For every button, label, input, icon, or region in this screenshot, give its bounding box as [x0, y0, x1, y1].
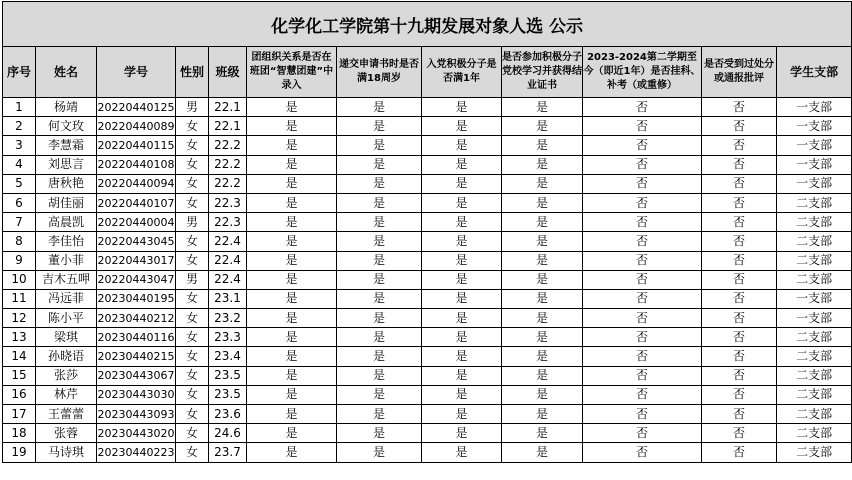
cell-age-18[interactable]: 是	[337, 366, 422, 385]
cell-index[interactable]: 19	[3, 443, 36, 462]
cell-gender[interactable]: 女	[176, 424, 209, 443]
cell-failed-courses[interactable]: 否	[583, 424, 702, 443]
cell-failed-courses[interactable]: 否	[583, 328, 702, 347]
cell-class[interactable]: 23.3	[209, 328, 247, 347]
header-cell-discipline[interactable]: 是否受到过处分或通报批评	[702, 47, 777, 98]
table-row	[3, 98, 852, 117]
table-row	[3, 136, 852, 155]
cell-student-id[interactable]: 20220440089	[97, 117, 176, 136]
cell-index[interactable]: 15	[3, 366, 36, 385]
cell-failed-courses[interactable]: 否	[583, 136, 702, 155]
cell-age-18[interactable]: 是	[337, 98, 422, 117]
cell-failed-courses[interactable]: 否	[583, 213, 702, 232]
cell-student-id[interactable]: 20220443045	[97, 232, 176, 251]
table-row	[3, 328, 852, 347]
cell-branch[interactable]: 二支部	[777, 443, 852, 462]
cell-student-id[interactable]: 20230440116	[97, 328, 176, 347]
cell-league-record[interactable]: 是	[247, 98, 337, 117]
header-row	[3, 47, 852, 98]
cell-class[interactable]: 22.2	[209, 136, 247, 155]
cell-failed-courses[interactable]: 否	[583, 366, 702, 385]
cell-branch[interactable]: 二支部	[777, 405, 852, 424]
cell-class[interactable]: 22.2	[209, 155, 247, 174]
cell-discipline[interactable]: 否	[702, 174, 777, 193]
cell-failed-courses[interactable]: 否	[583, 155, 702, 174]
page-title[interactable]: 化学化工学院第十九期发展对象人选 公示	[3, 2, 852, 47]
table-row	[3, 193, 852, 212]
cell-activist-1yr[interactable]: 是	[422, 174, 502, 193]
cell-failed-courses[interactable]: 否	[583, 405, 702, 424]
cell-index[interactable]: 10	[3, 270, 36, 289]
cell-name[interactable]: 冯远菲	[36, 289, 97, 308]
cell-activist-1yr[interactable]: 是	[422, 98, 502, 117]
cell-gender[interactable]: 女	[176, 232, 209, 251]
cell-name[interactable]: 杨靖	[36, 98, 97, 117]
cell-league-record[interactable]: 是	[247, 385, 337, 404]
cell-class[interactable]: 22.3	[209, 193, 247, 212]
cell-student-id[interactable]: 20230443030	[97, 385, 176, 404]
cell-discipline[interactable]: 否	[702, 424, 777, 443]
cell-party-school[interactable]: 是	[502, 270, 583, 289]
cell-index[interactable]: 3	[3, 136, 36, 155]
cell-student-id[interactable]: 20230440195	[97, 289, 176, 308]
cell-branch[interactable]: 二支部	[777, 347, 852, 366]
header-cell-age-18[interactable]: 递交申请书时是否满18周岁	[337, 47, 422, 98]
cell-gender[interactable]: 女	[176, 347, 209, 366]
cell-party-school[interactable]: 是	[502, 366, 583, 385]
cell-class[interactable]: 22.4	[209, 270, 247, 289]
cell-gender[interactable]: 女	[176, 136, 209, 155]
cell-party-school[interactable]: 是	[502, 193, 583, 212]
cell-discipline[interactable]: 否	[702, 98, 777, 117]
cell-student-id[interactable]: 20230440223	[97, 443, 176, 462]
cell-index[interactable]: 6	[3, 193, 36, 212]
cell-gender[interactable]: 女	[176, 443, 209, 462]
cell-student-id[interactable]: 20220440094	[97, 174, 176, 193]
cell-name[interactable]: 胡佳丽	[36, 193, 97, 212]
header-cell-activist-1yr[interactable]: 入党积极分子是否满1年	[422, 47, 502, 98]
cell-branch[interactable]: 二支部	[777, 232, 852, 251]
cell-discipline[interactable]: 否	[702, 136, 777, 155]
cell-student-id[interactable]: 20230443020	[97, 424, 176, 443]
cell-name[interactable]: 唐秋艳	[36, 174, 97, 193]
cell-name[interactable]: 孙晓语	[36, 347, 97, 366]
cell-party-school[interactable]: 是	[502, 155, 583, 174]
cell-student-id[interactable]: 20230443067	[97, 366, 176, 385]
header-cell-failed-courses[interactable]: 2023-2024第二学期至今（即近1年）是否挂科、补考（或重修）	[583, 47, 702, 98]
cell-party-school[interactable]: 是	[502, 328, 583, 347]
announcement-table	[2, 1, 852, 463]
cell-activist-1yr[interactable]: 是	[422, 117, 502, 136]
cell-failed-courses[interactable]: 否	[583, 309, 702, 328]
cell-discipline[interactable]: 否	[702, 155, 777, 174]
table-row	[3, 289, 852, 308]
cell-index[interactable]: 12	[3, 309, 36, 328]
cell-index[interactable]: 14	[3, 347, 36, 366]
cell-failed-courses[interactable]: 否	[583, 443, 702, 462]
cell-class[interactable]: 22.1	[209, 117, 247, 136]
cell-branch[interactable]: 一支部	[777, 98, 852, 117]
table-row	[3, 155, 852, 174]
cell-gender[interactable]: 男	[176, 98, 209, 117]
cell-activist-1yr[interactable]: 是	[422, 289, 502, 308]
cell-branch[interactable]: 二支部	[777, 328, 852, 347]
cell-activist-1yr[interactable]: 是	[422, 270, 502, 289]
table-row	[3, 424, 852, 443]
cell-failed-courses[interactable]: 否	[583, 289, 702, 308]
cell-class[interactable]: 22.3	[209, 213, 247, 232]
cell-class[interactable]: 22.2	[209, 174, 247, 193]
cell-activist-1yr[interactable]: 是	[422, 347, 502, 366]
cell-age-18[interactable]: 是	[337, 385, 422, 404]
cell-league-record[interactable]: 是	[247, 155, 337, 174]
cell-discipline[interactable]: 否	[702, 213, 777, 232]
cell-discipline[interactable]: 否	[702, 193, 777, 212]
cell-activist-1yr[interactable]: 是	[422, 193, 502, 212]
cell-league-record[interactable]: 是	[247, 174, 337, 193]
cell-name[interactable]: 何文玫	[36, 117, 97, 136]
cell-age-18[interactable]: 是	[337, 136, 422, 155]
cell-age-18[interactable]: 是	[337, 117, 422, 136]
cell-league-record[interactable]: 是	[247, 443, 337, 462]
cell-age-18[interactable]: 是	[337, 251, 422, 270]
cell-league-record[interactable]: 是	[247, 270, 337, 289]
title-row	[3, 2, 852, 47]
cell-gender[interactable]: 男	[176, 270, 209, 289]
cell-age-18[interactable]: 是	[337, 309, 422, 328]
cell-failed-courses[interactable]: 否	[583, 270, 702, 289]
cell-gender[interactable]: 女	[176, 366, 209, 385]
cell-party-school[interactable]: 是	[502, 309, 583, 328]
cell-age-18[interactable]: 是	[337, 443, 422, 462]
cell-league-record[interactable]: 是	[247, 328, 337, 347]
cell-gender[interactable]: 女	[176, 328, 209, 347]
cell-league-record[interactable]: 是	[247, 136, 337, 155]
cell-league-record[interactable]: 是	[247, 309, 337, 328]
cell-branch[interactable]: 一支部	[777, 309, 852, 328]
cell-gender[interactable]: 女	[176, 117, 209, 136]
cell-party-school[interactable]: 是	[502, 405, 583, 424]
cell-party-school[interactable]: 是	[502, 98, 583, 117]
cell-party-school[interactable]: 是	[502, 251, 583, 270]
cell-activist-1yr[interactable]: 是	[422, 309, 502, 328]
cell-branch[interactable]: 一支部	[777, 136, 852, 155]
cell-name[interactable]: 林芹	[36, 385, 97, 404]
cell-gender[interactable]: 女	[176, 251, 209, 270]
cell-party-school[interactable]: 是	[502, 213, 583, 232]
cell-gender[interactable]: 女	[176, 385, 209, 404]
cell-activist-1yr[interactable]: 是	[422, 405, 502, 424]
cell-party-school[interactable]: 是	[502, 443, 583, 462]
cell-index[interactable]: 18	[3, 424, 36, 443]
cell-index[interactable]: 7	[3, 213, 36, 232]
table-row	[3, 309, 852, 328]
cell-activist-1yr[interactable]: 是	[422, 232, 502, 251]
cell-index[interactable]: 5	[3, 174, 36, 193]
cell-age-18[interactable]: 是	[337, 193, 422, 212]
cell-league-record[interactable]: 是	[247, 366, 337, 385]
cell-name[interactable]: 王蕾蕾	[36, 405, 97, 424]
cell-age-18[interactable]: 是	[337, 289, 422, 308]
cell-discipline[interactable]: 否	[702, 366, 777, 385]
cell-gender[interactable]: 女	[176, 193, 209, 212]
cell-branch[interactable]: 二支部	[777, 385, 852, 404]
cell-league-record[interactable]: 是	[247, 405, 337, 424]
cell-age-18[interactable]: 是	[337, 174, 422, 193]
table-row	[3, 174, 852, 193]
cell-failed-courses[interactable]: 否	[583, 174, 702, 193]
cell-age-18[interactable]: 是	[337, 155, 422, 174]
cell-student-id[interactable]: 20220443017	[97, 251, 176, 270]
header-cell-class[interactable]: 班级	[209, 47, 247, 98]
cell-activist-1yr[interactable]: 是	[422, 328, 502, 347]
cell-name[interactable]: 李佳怡	[36, 232, 97, 251]
cell-student-id[interactable]: 20220440115	[97, 136, 176, 155]
cell-branch[interactable]: 二支部	[777, 366, 852, 385]
cell-branch[interactable]: 二支部	[777, 193, 852, 212]
table-row	[3, 232, 852, 251]
cell-name[interactable]: 梁琪	[36, 328, 97, 347]
cell-index[interactable]: 16	[3, 385, 36, 404]
cell-name[interactable]: 高晨凯	[36, 213, 97, 232]
cell-party-school[interactable]: 是	[502, 117, 583, 136]
cell-name[interactable]: 刘思言	[36, 155, 97, 174]
header-cell-index[interactable]: 序号	[3, 47, 36, 98]
cell-student-id[interactable]: 20220443047	[97, 270, 176, 289]
cell-activist-1yr[interactable]: 是	[422, 443, 502, 462]
cell-index[interactable]: 2	[3, 117, 36, 136]
cell-age-18[interactable]: 是	[337, 424, 422, 443]
table-row	[3, 443, 852, 462]
cell-name[interactable]: 李慧霜	[36, 136, 97, 155]
cell-activist-1yr[interactable]: 是	[422, 213, 502, 232]
cell-class[interactable]: 23.4	[209, 347, 247, 366]
cell-discipline[interactable]: 否	[702, 385, 777, 404]
header-cell-student-id[interactable]: 学号	[97, 47, 176, 98]
cell-branch[interactable]: 二支部	[777, 424, 852, 443]
table-row	[3, 213, 852, 232]
cell-discipline[interactable]: 否	[702, 232, 777, 251]
cell-activist-1yr[interactable]: 是	[422, 155, 502, 174]
table-row	[3, 385, 852, 404]
cell-branch[interactable]: 一支部	[777, 174, 852, 193]
cell-branch[interactable]: 二支部	[777, 213, 852, 232]
header-cell-party-school[interactable]: 是否参加积极分子党校学习并获得结业证书	[502, 47, 583, 98]
cell-class[interactable]: 23.5	[209, 366, 247, 385]
cell-age-18[interactable]: 是	[337, 405, 422, 424]
cell-failed-courses[interactable]: 否	[583, 251, 702, 270]
cell-name[interactable]: 张蓉	[36, 424, 97, 443]
table-row	[3, 405, 852, 424]
cell-gender[interactable]: 女	[176, 174, 209, 193]
cell-gender[interactable]: 女	[176, 309, 209, 328]
cell-class[interactable]: 22.4	[209, 232, 247, 251]
cell-party-school[interactable]: 是	[502, 136, 583, 155]
cell-league-record[interactable]: 是	[247, 347, 337, 366]
cell-activist-1yr[interactable]: 是	[422, 385, 502, 404]
cell-gender[interactable]: 女	[176, 405, 209, 424]
cell-name[interactable]: 陈小平	[36, 309, 97, 328]
cell-class[interactable]: 23.1	[209, 289, 247, 308]
cell-class[interactable]: 23.2	[209, 309, 247, 328]
cell-index[interactable]: 13	[3, 328, 36, 347]
cell-failed-courses[interactable]: 否	[583, 193, 702, 212]
cell-failed-courses[interactable]: 否	[583, 232, 702, 251]
cell-activist-1yr[interactable]: 是	[422, 366, 502, 385]
cell-student-id[interactable]: 20220440107	[97, 193, 176, 212]
cell-discipline[interactable]: 否	[702, 289, 777, 308]
cell-class[interactable]: 24.6	[209, 424, 247, 443]
cell-class[interactable]: 22.4	[209, 251, 247, 270]
cell-age-18[interactable]: 是	[337, 232, 422, 251]
cell-index[interactable]: 11	[3, 289, 36, 308]
cell-branch[interactable]: 二支部	[777, 270, 852, 289]
header-cell-league-record[interactable]: 团组织关系是否在班团“智慧团建”中录入	[247, 47, 337, 98]
cell-age-18[interactable]: 是	[337, 328, 422, 347]
cell-failed-courses[interactable]: 否	[583, 347, 702, 366]
cell-activist-1yr[interactable]: 是	[422, 424, 502, 443]
cell-party-school[interactable]: 是	[502, 424, 583, 443]
table-row	[3, 117, 852, 136]
cell-name[interactable]: 马诗琪	[36, 443, 97, 462]
cell-gender[interactable]: 男	[176, 213, 209, 232]
cell-age-18[interactable]: 是	[337, 347, 422, 366]
cell-league-record[interactable]: 是	[247, 193, 337, 212]
header-cell-name[interactable]: 姓名	[36, 47, 97, 98]
cell-branch[interactable]: 一支部	[777, 289, 852, 308]
cell-activist-1yr[interactable]: 是	[422, 136, 502, 155]
cell-gender[interactable]: 女	[176, 155, 209, 174]
cell-class[interactable]: 23.7	[209, 443, 247, 462]
cell-index[interactable]: 9	[3, 251, 36, 270]
cell-branch[interactable]: 二支部	[777, 251, 852, 270]
table-row	[3, 270, 852, 289]
cell-discipline[interactable]: 否	[702, 328, 777, 347]
cell-index[interactable]: 4	[3, 155, 36, 174]
cell-league-record[interactable]: 是	[247, 424, 337, 443]
cell-student-id[interactable]: 20220440004	[97, 213, 176, 232]
cell-discipline[interactable]: 否	[702, 347, 777, 366]
cell-gender[interactable]: 女	[176, 289, 209, 308]
cell-activist-1yr[interactable]: 是	[422, 251, 502, 270]
cell-index[interactable]: 1	[3, 98, 36, 117]
cell-party-school[interactable]: 是	[502, 385, 583, 404]
cell-student-id[interactable]: 20220440125	[97, 98, 176, 117]
cell-class[interactable]: 22.1	[209, 98, 247, 117]
cell-student-id[interactable]: 20230443093	[97, 405, 176, 424]
table-row	[3, 251, 852, 270]
header-cell-gender[interactable]: 性别	[176, 47, 209, 98]
cell-failed-courses[interactable]: 否	[583, 385, 702, 404]
cell-failed-courses[interactable]: 否	[583, 98, 702, 117]
cell-student-id[interactable]: 20230440212	[97, 309, 176, 328]
table-row	[3, 347, 852, 366]
cell-league-record[interactable]: 是	[247, 232, 337, 251]
cell-league-record[interactable]: 是	[247, 213, 337, 232]
cell-student-id[interactable]: 20220440108	[97, 155, 176, 174]
cell-party-school[interactable]: 是	[502, 232, 583, 251]
cell-student-id[interactable]: 20230440215	[97, 347, 176, 366]
cell-party-school[interactable]: 是	[502, 174, 583, 193]
cell-name[interactable]: 吉木五呷	[36, 270, 97, 289]
cell-discipline[interactable]: 否	[702, 117, 777, 136]
cell-age-18[interactable]: 是	[337, 213, 422, 232]
cell-discipline[interactable]: 否	[702, 270, 777, 289]
cell-league-record[interactable]: 是	[247, 117, 337, 136]
cell-index[interactable]: 17	[3, 405, 36, 424]
cell-name[interactable]: 董小菲	[36, 251, 97, 270]
cell-league-record[interactable]: 是	[247, 289, 337, 308]
header-cell-branch[interactable]: 学生支部	[777, 47, 852, 98]
cell-class[interactable]: 23.6	[209, 405, 247, 424]
cell-party-school[interactable]: 是	[502, 289, 583, 308]
cell-party-school[interactable]: 是	[502, 347, 583, 366]
cell-age-18[interactable]: 是	[337, 270, 422, 289]
cell-league-record[interactable]: 是	[247, 251, 337, 270]
cell-class[interactable]: 23.5	[209, 385, 247, 404]
cell-branch[interactable]: 一支部	[777, 117, 852, 136]
cell-branch[interactable]: 一支部	[777, 155, 852, 174]
cell-discipline[interactable]: 否	[702, 251, 777, 270]
cell-discipline[interactable]: 否	[702, 405, 777, 424]
cell-failed-courses[interactable]: 否	[583, 117, 702, 136]
cell-name[interactable]: 张莎	[36, 366, 97, 385]
cell-index[interactable]: 8	[3, 232, 36, 251]
cell-discipline[interactable]: 否	[702, 309, 777, 328]
table-row	[3, 366, 852, 385]
cell-discipline[interactable]: 否	[702, 443, 777, 462]
